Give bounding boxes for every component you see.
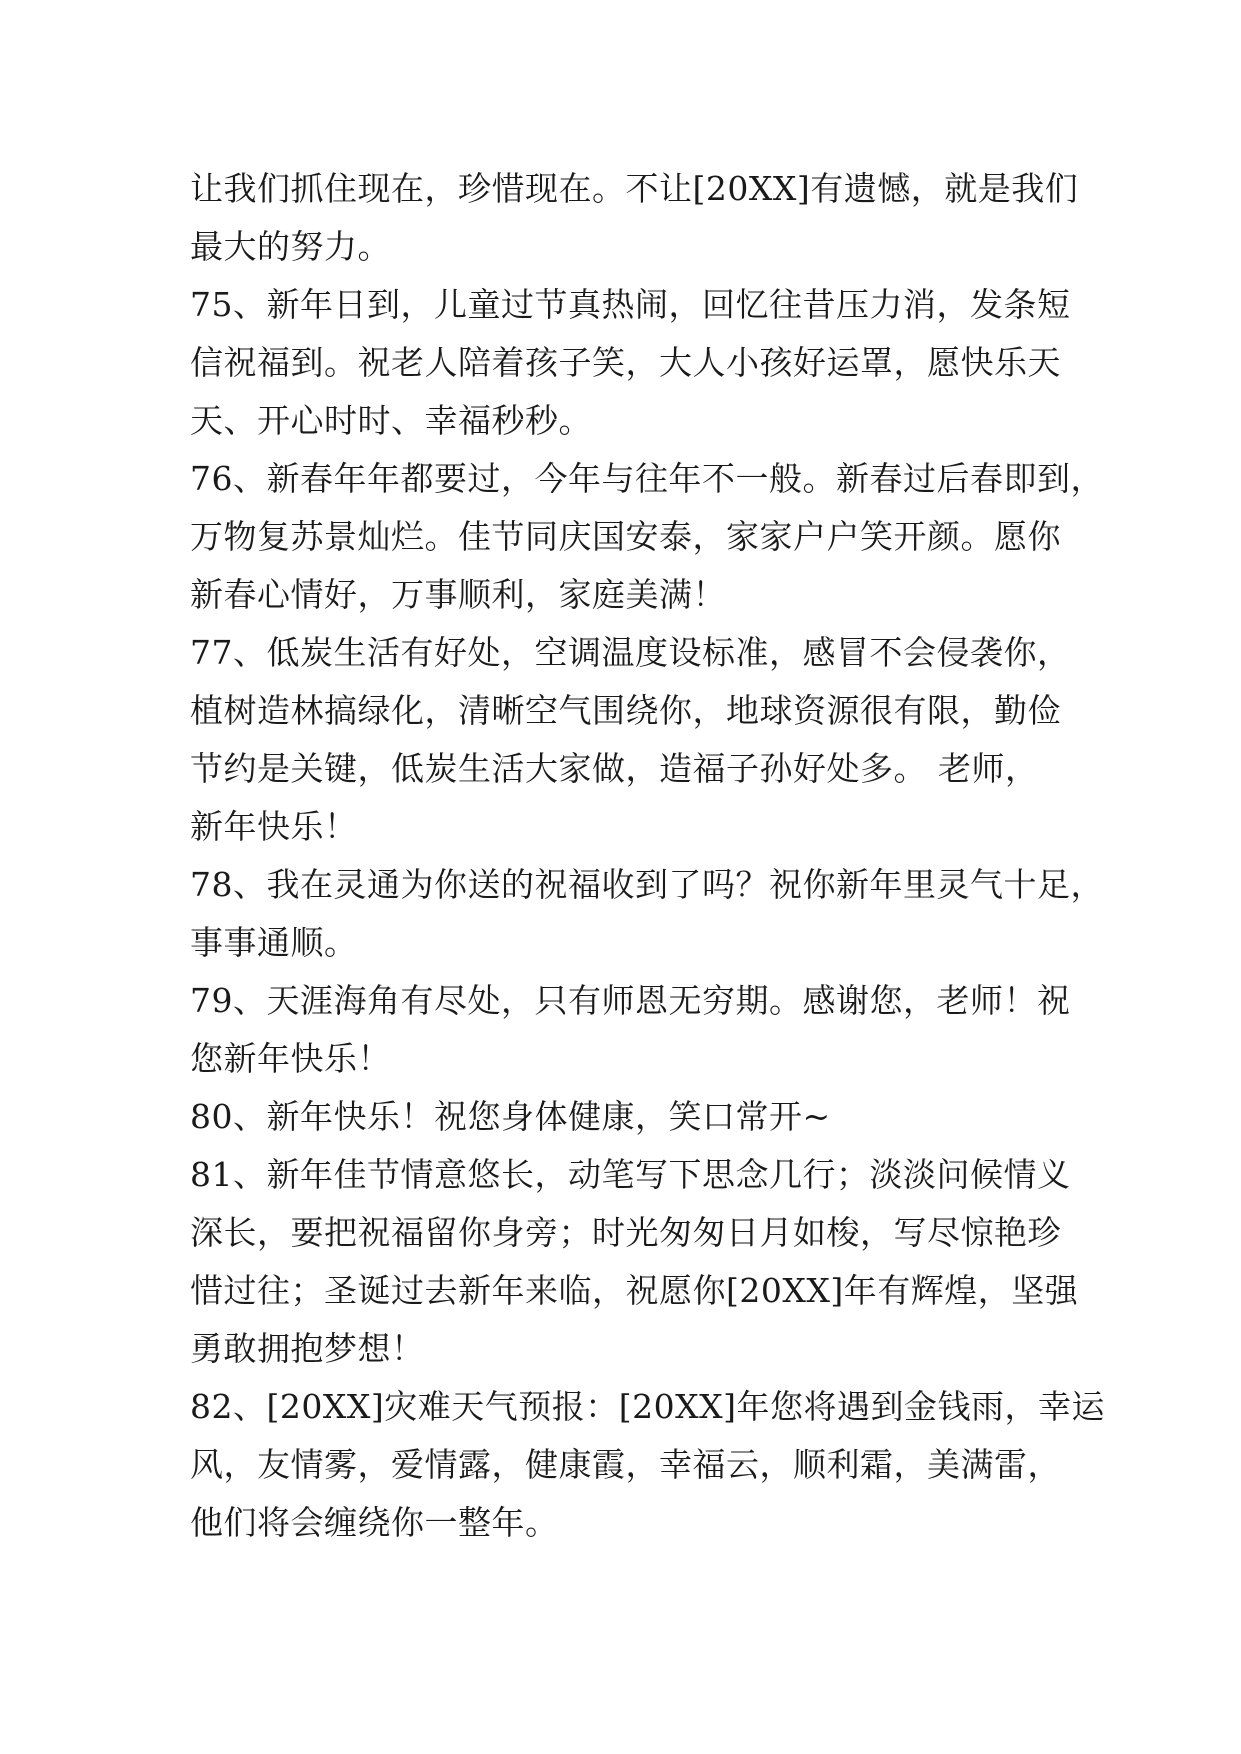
text-line-19: 深长，要把祝福留你身旁；时光匆匆日月如梭，写尽惊艳珍 xyxy=(190,1213,1061,1252)
text-line-24: 他们将会缠绕你一整年。 xyxy=(190,1503,559,1542)
text-line-2: 最大的努力。 xyxy=(190,227,391,266)
text-line-13: 78、我在灵通为你送的祝福收到了吗？祝你新年里灵气十足， xyxy=(190,865,1104,904)
text-line-12: 新年快乐！ xyxy=(190,807,358,846)
text-line-20: 惜过往；圣诞过去新年来临，祝愿你[20XX]年有辉煌，坚强 xyxy=(190,1271,1079,1310)
text-line-23: 风，友情雾，爱情露，健康霞，幸福云，顺利霜，美满雷， xyxy=(190,1445,1061,1484)
text-line-5: 天、开心时时、幸福秒秒。 xyxy=(190,401,592,440)
text-line-6: 76、新春年年都要过，今年与往年不一般。新春过后春即到， xyxy=(190,459,1104,498)
text-line-18: 81、新年佳节情意悠长，动笔写下思念几行；淡淡问候情义 xyxy=(190,1155,1071,1194)
text-line-10: 植树造林搞绿化，清晰空气围绕你，地球资源很有限，勤俭 xyxy=(190,691,1061,730)
text-line-14: 事事通顺。 xyxy=(190,923,358,962)
text-line-11: 节约是关键，低炭生活大家做，造福子孙好处多。 老师， xyxy=(190,749,1039,788)
text-line-9: 77、低炭生活有好处，空调温度设标准，感冒不会侵袭你， xyxy=(190,633,1071,672)
text-line-22: 82、[20XX]灾难天气预报：[20XX]年您将遇到金钱雨，幸运 xyxy=(190,1387,1105,1426)
text-line-8: 新春心情好，万事顺利，家庭美满！ xyxy=(190,575,726,614)
text-line-17: 80、新年快乐！祝您身体健康，笑口常开~ xyxy=(190,1097,831,1136)
text-line-7: 万物复苏景灿烂。佳节同庆国安泰，家家户户笑开颜。愿你 xyxy=(190,517,1061,556)
document-body xyxy=(190,160,1105,1552)
text-line-21: 勇敢拥抱梦想！ xyxy=(190,1329,425,1368)
text-line-4: 信祝福到。祝老人陪着孩子笑，大人小孩好运罩，愿快乐天 xyxy=(190,343,1061,382)
text-line-15: 79、天涯海角有尽处，只有师恩无穷期。感谢您，老师！祝 xyxy=(190,981,1071,1020)
text-line-3: 75、新年日到，儿童过节真热闹，回忆往昔压力消，发条短 xyxy=(190,285,1071,324)
text-line-1: 让我们抓住现在，珍惜现在。不让[20XX]有遗憾，就是我们 xyxy=(190,169,1079,208)
text-line-16: 您新年快乐！ xyxy=(190,1039,391,1078)
